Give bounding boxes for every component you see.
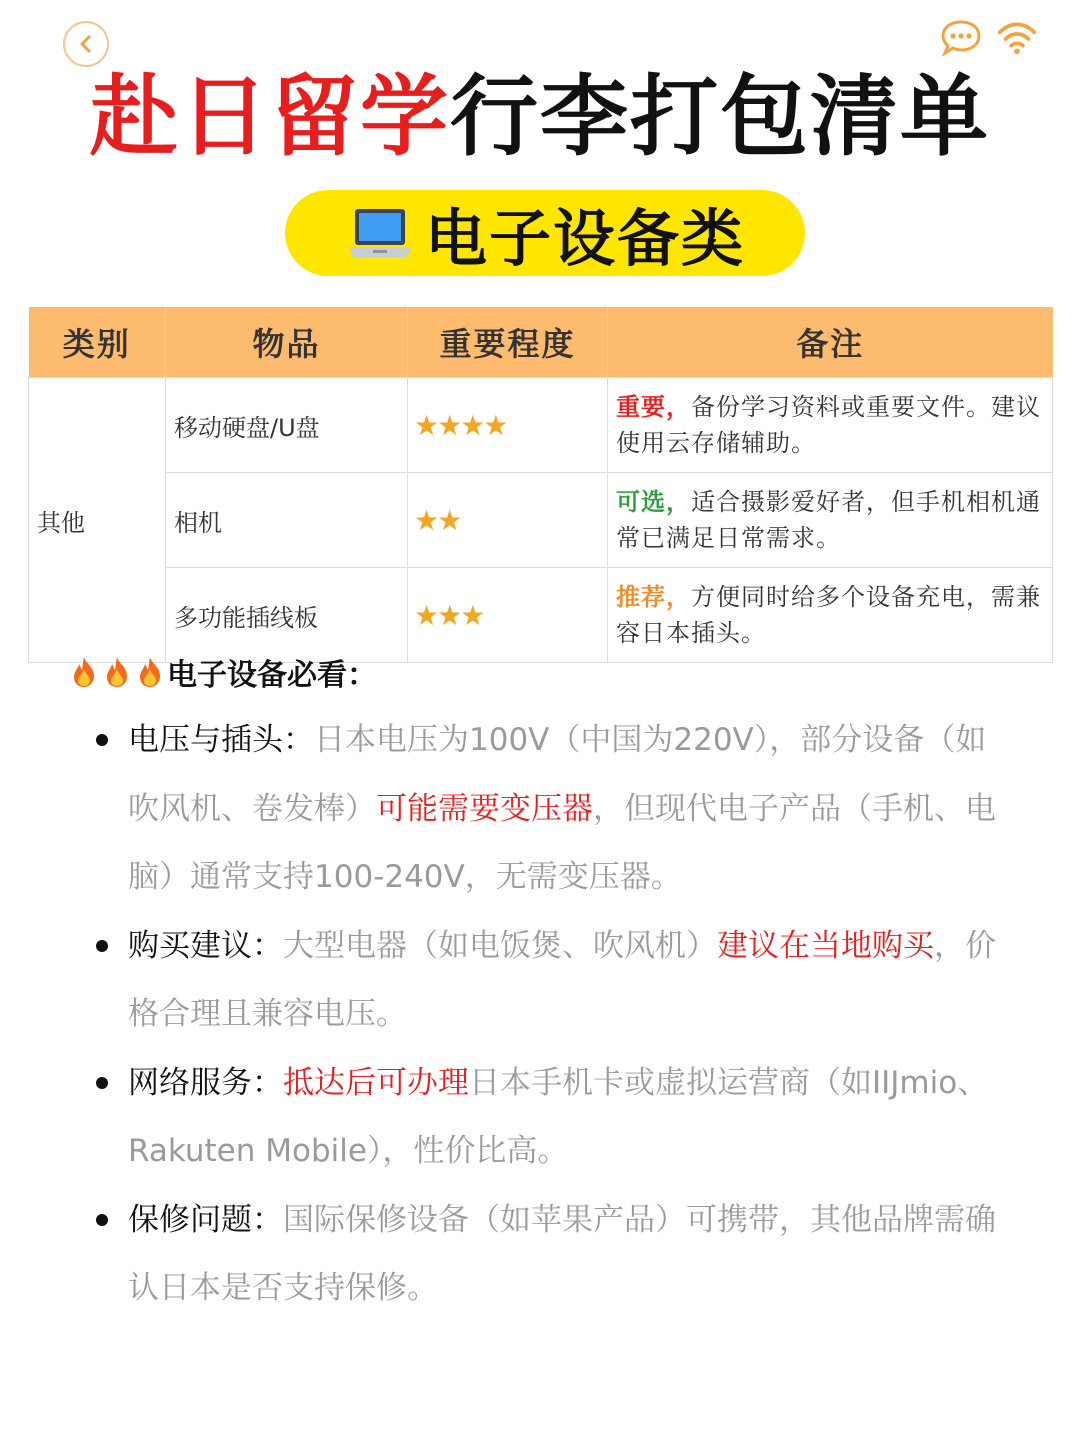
header-item: 物品 — [166, 307, 408, 378]
back-button[interactable] — [63, 21, 109, 67]
list-item — [96, 1049, 1016, 1186]
star-rating: ★★★ — [408, 568, 608, 663]
wifi-icon[interactable] — [996, 18, 1038, 58]
star-rating: ★★★★ — [408, 378, 608, 473]
fire-icon — [101, 655, 133, 689]
bullet — [96, 1214, 108, 1226]
list-item — [96, 912, 1016, 1049]
note-highlight: 可能需要变压器 — [376, 790, 593, 827]
star-rating: ★★ — [408, 473, 608, 568]
header-notes: 备注 — [608, 307, 1053, 378]
item-cell: 多功能插线板 — [166, 568, 408, 663]
note-tag: 推荐， — [616, 583, 691, 611]
note-cell — [608, 473, 1053, 568]
note-label: 保修问题： — [128, 1201, 283, 1238]
note-label: 购买建议： — [128, 927, 283, 964]
fire-icon — [68, 655, 100, 689]
bullet — [96, 734, 108, 746]
note-cell — [608, 568, 1053, 663]
fire-icon — [134, 655, 166, 689]
laptop-icon — [345, 203, 415, 263]
category-cell: 其他 — [29, 378, 166, 663]
note-label: 电压与插头： — [128, 722, 314, 758]
section-title: 电子设备类 — [424, 201, 745, 275]
table-row — [29, 568, 1053, 663]
note-cell — [608, 378, 1053, 473]
header-category: 类别 — [29, 307, 166, 378]
chevron-left-icon — [78, 34, 94, 54]
list-item — [96, 1186, 1016, 1323]
top-right-icons — [940, 18, 1038, 58]
header-importance: 重要程度 — [408, 307, 608, 378]
note-body: 国际保修设备（如苹果产品）可携带，其他品牌需确认日本是否支持保修。 — [128, 1201, 996, 1306]
page-title — [0, 62, 1080, 172]
items-table — [28, 307, 1053, 663]
note-label: 网络服务： — [128, 1064, 283, 1101]
item-cell: 移动硬盘/U盘 — [166, 378, 408, 473]
item-cell: 相机 — [166, 473, 408, 568]
note-highlight: 建议在当地购买 — [717, 927, 934, 964]
note-tag: 可选， — [616, 488, 691, 516]
section-label — [285, 190, 805, 276]
note-body: 日本电压为100V（中国为220V），部分设备（如吹风机、卷发棒） — [128, 722, 987, 827]
note-text: 方便同时给多个设备充电，需兼容日本插头。 — [616, 583, 1041, 647]
note-highlight: 抵达后可办理 — [283, 1064, 469, 1101]
title-main: 行李打包清单 — [450, 65, 991, 168]
bullet — [96, 1077, 108, 1089]
note-body: ，但现代电子产品（手机、电脑）通常支持100-240V，无需变压器。 — [128, 790, 996, 895]
notes-list — [96, 706, 1016, 1323]
note-body: 大型电器（如电饭煲、吹风机） — [283, 927, 717, 964]
note-tag: 重要， — [616, 393, 691, 421]
must-read-title: 电子设备必看： — [167, 658, 377, 693]
title-highlight: 赴日留学 — [89, 65, 450, 168]
note-text: 备份学习资料或重要文件。建议使用云存储辅助。 — [616, 393, 1041, 457]
chat-bubble-icon[interactable] — [940, 18, 982, 58]
table-row — [29, 378, 1053, 473]
bullet — [96, 940, 108, 952]
list-item — [96, 706, 1016, 912]
note-text: 适合摄影爱好者，但手机相机通常已满足日常需求。 — [616, 488, 1041, 552]
note-body: 日本手机卡或虚拟运营商（如IIJmio、Rakuten Mobile），性价比高。 — [128, 1064, 989, 1169]
must-read-heading — [68, 650, 377, 694]
table-row — [29, 473, 1053, 568]
note-body: ，价格合理且兼容电压。 — [128, 927, 996, 1032]
table-header-row — [29, 307, 1053, 378]
